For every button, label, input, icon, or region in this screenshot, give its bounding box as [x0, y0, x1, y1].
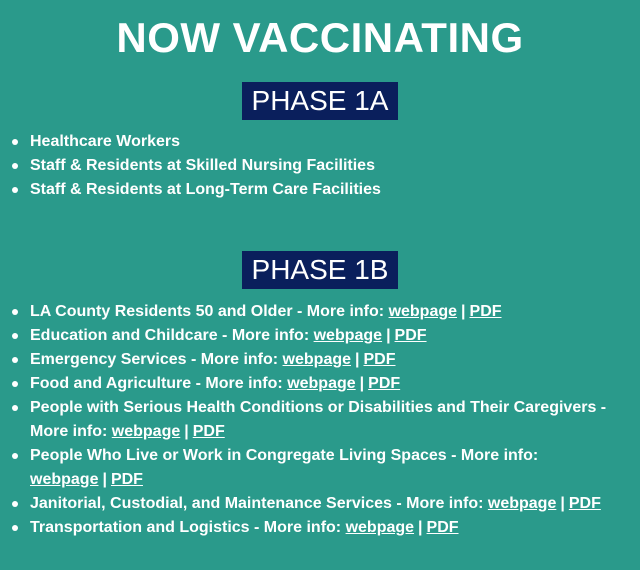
pdf-link[interactable]: PDF — [110, 471, 143, 488]
webpage-link[interactable]: webpage — [345, 519, 415, 536]
list-item — [30, 178, 640, 202]
webpage-link[interactable]: webpage — [30, 471, 99, 488]
list-item-label: Healthcare Workers — [30, 133, 180, 150]
phase-1a-badge: PHASE 1A — [242, 82, 399, 120]
phase-1b-list — [0, 300, 640, 540]
list-item — [30, 130, 640, 154]
list-item-label: Transportation and Logistics — [30, 519, 250, 536]
list-item — [30, 492, 616, 516]
more-info-label: - More info: — [297, 303, 385, 320]
list-item-label: Education and Childcare — [30, 327, 218, 344]
list-item — [30, 396, 616, 444]
list-item — [30, 372, 616, 396]
webpage-link[interactable]: webpage — [111, 423, 181, 440]
page-title: NOW VACCINATING — [116, 14, 524, 61]
list-item-label: Emergency Services — [30, 351, 187, 368]
list-item-label: Staff & Residents at Long-Term Care Facilities — [30, 181, 381, 198]
more-info-label: - More info: — [396, 495, 484, 512]
more-info-label: - More info: — [30, 399, 607, 440]
separator: | — [461, 303, 466, 320]
more-info-label: - More info: — [222, 327, 310, 344]
list-item-label: Janitorial, Custodial, and Maintenance Services — [30, 495, 392, 512]
list-item-label: Food and Agriculture — [30, 375, 192, 392]
more-info-label: - More info: — [191, 351, 279, 368]
pdf-link[interactable]: PDF — [368, 375, 401, 392]
phase-1b-header — [0, 251, 640, 289]
list-item-label: People with Serious Health Conditions or Disabilities and Their Caregivers — [30, 399, 597, 416]
list-item-label: LA County Residents 50 and Older — [30, 303, 293, 320]
pdf-link[interactable]: PDF — [192, 423, 225, 440]
webpage-link[interactable]: webpage — [287, 375, 356, 392]
list-item-label: People Who Live or Work in Congregate Living Spaces — [30, 447, 447, 464]
more-info-label: - More info: — [195, 375, 283, 392]
phase-1a-list — [0, 130, 640, 202]
more-info-label: - More info: — [254, 519, 342, 536]
pdf-link[interactable]: PDF — [363, 351, 396, 368]
webpage-link[interactable]: webpage — [487, 495, 557, 512]
list-item — [30, 444, 616, 492]
list-item — [30, 348, 616, 372]
list-item-label: Staff & Residents at Skilled Nursing Facilities — [30, 157, 375, 174]
separator: | — [386, 327, 391, 344]
list-item — [30, 300, 616, 324]
phase-1b-badge: PHASE 1B — [242, 251, 399, 289]
separator: | — [560, 495, 565, 512]
pdf-link[interactable]: PDF — [394, 327, 427, 344]
separator: | — [359, 375, 365, 392]
phase-1a-header — [0, 82, 640, 120]
more-info-label: - More info: — [451, 447, 539, 464]
pdf-link[interactable]: PDF — [469, 303, 502, 320]
separator: | — [418, 519, 423, 536]
pdf-link[interactable]: PDF — [568, 495, 601, 512]
separator: | — [184, 423, 189, 440]
webpage-link[interactable]: webpage — [313, 327, 383, 344]
webpage-link[interactable]: webpage — [388, 303, 458, 320]
list-item — [30, 324, 616, 348]
webpage-link[interactable]: webpage — [282, 351, 352, 368]
separator: | — [355, 351, 360, 368]
pdf-link[interactable]: PDF — [426, 519, 459, 536]
list-item — [30, 516, 616, 540]
list-item — [30, 154, 640, 178]
separator: | — [102, 471, 107, 488]
